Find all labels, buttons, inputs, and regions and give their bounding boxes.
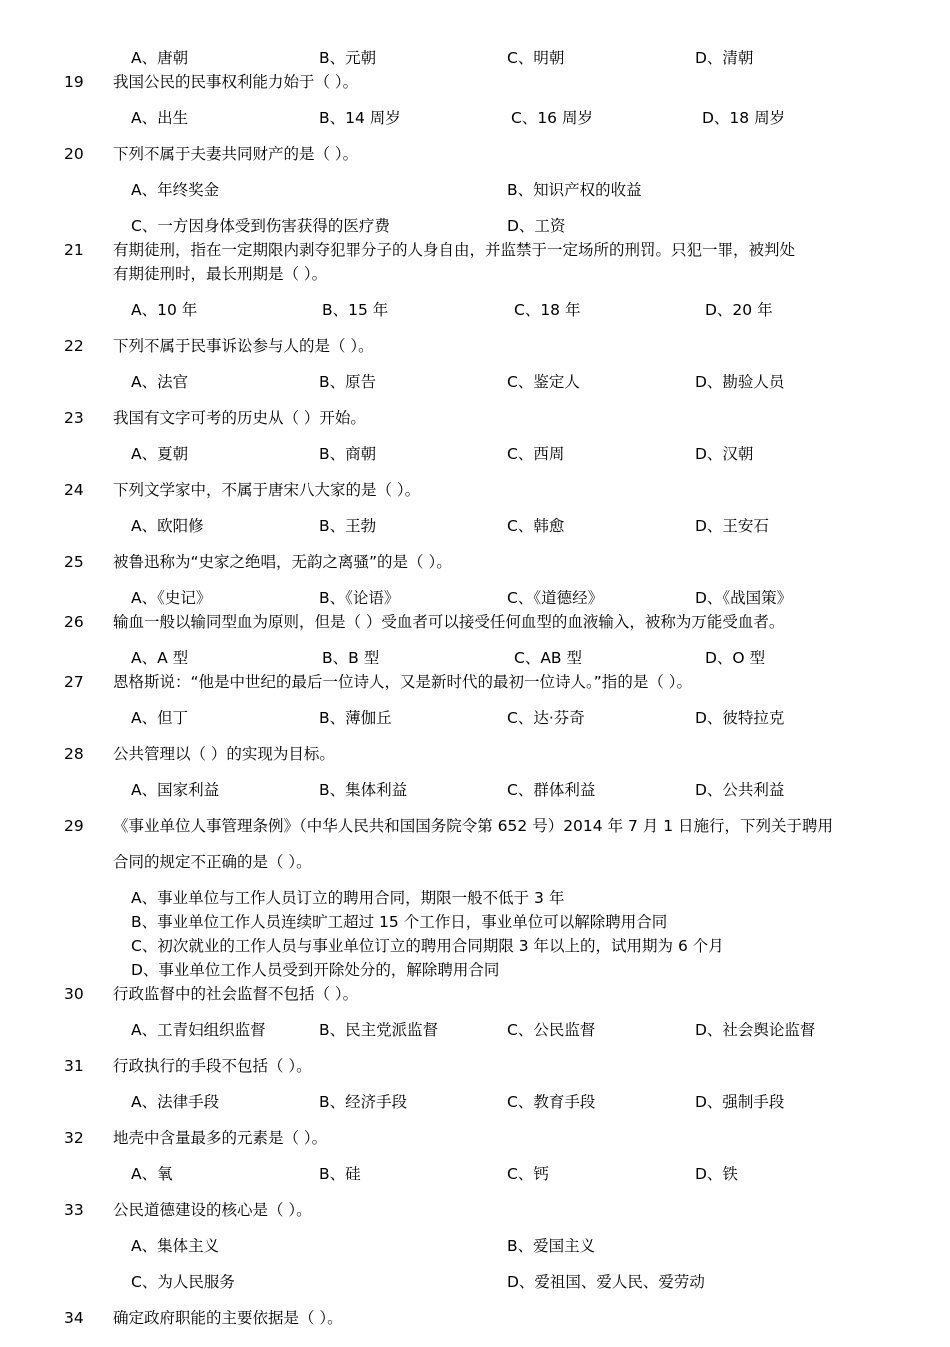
q32-option-a: A、氧: [131, 1165, 173, 1183]
q25-option-d: D、《战国策》: [695, 589, 793, 607]
q29-option-a-line: [0, 886, 950, 910]
q19-option-b: B、14 周岁: [319, 109, 401, 127]
q20-option-d: D、工资: [507, 217, 566, 235]
q22-option-a: A、法官: [131, 373, 189, 391]
q22-option-c: C、鉴定人: [507, 373, 580, 391]
q26-number: 26: [64, 613, 84, 631]
q27-stem-line: [0, 670, 950, 694]
q28-option-b: B、集体利益: [319, 781, 408, 799]
q29-option-c: C、初次就业的工作人员与事业单位订立的聘用合同期限 3 年以上的，试用期为 6 个月: [131, 937, 724, 955]
q19-option-d: D、18 周岁: [702, 109, 786, 127]
q30-option-c: C、公民监督: [507, 1021, 596, 1039]
q29-number: 29: [64, 817, 84, 835]
q22-option-b: B、原告: [319, 373, 377, 391]
q32-stem-line: [0, 1126, 950, 1150]
q26-option-b: B、B 型: [322, 649, 380, 667]
q24-number: 24: [64, 481, 84, 499]
q18-options: [0, 46, 950, 70]
q21-number: 21: [64, 241, 84, 259]
q19-stem-line: [0, 70, 950, 94]
q23-option-d: D、汉朝: [695, 445, 754, 463]
q21-option-a: A、10 年: [131, 301, 198, 319]
q20-option-c: C、一方因身体受到伤害获得的医疗费: [131, 217, 390, 235]
q25-stem-line: [0, 550, 950, 574]
q31-option-c: C、教育手段: [507, 1093, 596, 1111]
q30-option-b: B、民主党派监督: [319, 1021, 439, 1039]
q33-stem: 公民道德建设的核心是（ ）。: [113, 1201, 312, 1219]
q33-option-a: A、集体主义: [131, 1237, 220, 1255]
q32-option-d: D、铁: [695, 1165, 738, 1183]
q23-number: 23: [64, 409, 84, 427]
q26-option-d: D、O 型: [705, 649, 766, 667]
q20-option-a: A、年终奖金: [131, 181, 220, 199]
q27-options: [0, 706, 950, 730]
q20-options-row2: [0, 214, 950, 238]
q22-option-d: D、勘验人员: [695, 373, 785, 391]
q30-stem-line: [0, 982, 950, 1006]
q29-option-a: A、事业单位与工作人员订立的聘用合同，期限一般不低于 3 年: [131, 889, 565, 907]
q30-option-a: A、工青妇组织监督: [131, 1021, 266, 1039]
q27-option-c: C、达·芬奇: [507, 709, 585, 727]
q18-option-d: D、清朝: [695, 49, 754, 67]
q22-number: 22: [64, 337, 84, 355]
q26-option-a: A、A 型: [131, 649, 189, 667]
q24-stem-line: [0, 478, 950, 502]
q23-stem: 我国有文字可考的历史从（ ）开始。: [113, 409, 366, 427]
q31-option-a: A、法律手段: [131, 1093, 220, 1111]
q26-stem-line: [0, 610, 950, 634]
q28-stem: 公共管理以（ ）的实现为目标。: [113, 745, 335, 763]
q30-option-d: D、社会舆论监督: [695, 1021, 816, 1039]
q31-number: 31: [64, 1057, 84, 1075]
q33-options-row1: [0, 1234, 950, 1258]
q29-option-d-line: [0, 958, 950, 982]
q22-stem: 下列不属于民事诉讼参与人的是（ ）。: [113, 337, 374, 355]
q23-options: [0, 442, 950, 466]
q20-stem: 下列不属于夫妻共同财产的是（ ）。: [113, 145, 359, 163]
q21-stem-2: 有期徒刑时，最长刑期是（ ）。: [113, 265, 328, 283]
q33-option-c: C、为人民服务: [131, 1273, 235, 1291]
q28-stem-line: [0, 742, 950, 766]
q19-stem: 我国公民的民事权利能力始于（ ）。: [113, 73, 359, 91]
q21-options: [0, 298, 950, 322]
q25-options: [0, 586, 950, 610]
q19-option-a: A、出生: [131, 109, 189, 127]
q26-option-c: C、AB 型: [514, 649, 582, 667]
q20-number: 20: [64, 145, 84, 163]
q29-stem-2: 合同的规定不正确的是（ ）。: [113, 853, 312, 871]
q32-number: 32: [64, 1129, 84, 1147]
q26-options: [0, 646, 950, 670]
q25-stem: 被鲁迅称为“史家之绝唱，无韵之离骚”的是（ ）。: [113, 553, 452, 571]
q31-option-d: D、强制手段: [695, 1093, 785, 1111]
q28-option-c: C、群体利益: [507, 781, 596, 799]
q29-stem-1: 《事业单位人事管理条例》（中华人民共和国国务院令第 652 号）2014 年 7 月 1 日施行，下列关于聘用: [113, 817, 833, 835]
q27-option-a: A、但丁: [131, 709, 189, 727]
q27-number: 27: [64, 673, 84, 691]
q21-stem-line2: [0, 262, 950, 286]
q32-option-b: B、硅: [319, 1165, 361, 1183]
q27-option-b: B、薄伽丘: [319, 709, 392, 727]
q30-number: 30: [64, 985, 84, 1003]
q20-options-row1: [0, 178, 950, 202]
q24-option-c: C、韩愈: [507, 517, 565, 535]
q24-option-d: D、王安石: [695, 517, 769, 535]
q22-stem-line: [0, 334, 950, 358]
q25-number: 25: [64, 553, 84, 571]
q28-option-d: D、公共利益: [695, 781, 785, 799]
q24-option-a: A、欧阳修: [131, 517, 204, 535]
q21-option-d: D、20 年: [705, 301, 773, 319]
q29-stem-line2: [0, 850, 950, 874]
q34-number: 34: [64, 1309, 84, 1327]
q28-options: [0, 778, 950, 802]
q33-option-d: D、爱祖国、爱人民、爱劳动: [507, 1273, 705, 1291]
q23-option-a: A、夏朝: [131, 445, 189, 463]
q27-option-d: D、彼特拉克: [695, 709, 785, 727]
q25-option-a: A、《史记》: [131, 589, 212, 607]
q31-option-b: B、经济手段: [319, 1093, 408, 1111]
q31-stem-line: [0, 1054, 950, 1078]
q24-options: [0, 514, 950, 538]
q29-option-b-line: [0, 910, 950, 934]
q24-stem: 下列文学家中，不属于唐宋八大家的是（ ）。: [113, 481, 421, 499]
q29-option-d: D、事业单位工作人员受到开除处分的，解除聘用合同: [131, 961, 500, 979]
q32-options: [0, 1162, 950, 1186]
q34-stem-line: [0, 1306, 950, 1330]
q18-option-b: B、元朝: [319, 49, 377, 67]
q28-number: 28: [64, 745, 84, 763]
q28-option-a: A、国家利益: [131, 781, 220, 799]
q21-stem-1: 有期徒刑，指在一定期限内剥夺犯罪分子的人身自由，并监禁于一定场所的刑罚。只犯一罪，被判处: [113, 241, 796, 259]
q19-options: [0, 106, 950, 130]
q25-option-b: B、《论语》: [319, 589, 400, 607]
q24-option-b: B、王勃: [319, 517, 377, 535]
q34-stem: 确定政府职能的主要依据是（ ）。: [113, 1309, 343, 1327]
q25-option-c: C、《道德经》: [507, 589, 604, 607]
q30-options: [0, 1018, 950, 1042]
q23-option-c: C、西周: [507, 445, 565, 463]
q32-option-c: C、钙: [507, 1165, 549, 1183]
q20-option-b: B、知识产权的收益: [507, 181, 642, 199]
q33-option-b: B、爱国主义: [507, 1237, 596, 1255]
q19-number: 19: [64, 73, 84, 91]
q29-option-b: B、事业单位工作人员连续旷工超过 15 个工作日，事业单位可以解除聘用合同: [131, 913, 668, 931]
q23-option-b: B、商朝: [319, 445, 377, 463]
q21-option-b: B、15 年: [322, 301, 389, 319]
q23-stem-line: [0, 406, 950, 430]
q33-number: 33: [64, 1201, 84, 1219]
q31-options: [0, 1090, 950, 1114]
q33-options-row2: [0, 1270, 950, 1294]
q31-stem: 行政执行的手段不包括（ ）。: [113, 1057, 312, 1075]
q32-stem: 地壳中含量最多的元素是（ ）。: [113, 1129, 328, 1147]
q21-option-c: C、18 年: [514, 301, 581, 319]
q19-option-c: C、16 周岁: [511, 109, 593, 127]
q20-stem-line: [0, 142, 950, 166]
q22-options: [0, 370, 950, 394]
q18-option-c: C、明朝: [507, 49, 565, 67]
q29-stem-line1: [0, 814, 950, 838]
q30-stem: 行政监督中的社会监督不包括（ ）。: [113, 985, 359, 1003]
q29-option-c-line: [0, 934, 950, 958]
q21-stem-line1: [0, 238, 950, 262]
q33-stem-line: [0, 1198, 950, 1222]
q26-stem: 输血一般以输同型血为原则，但是（ ）受血者可以接受任何血型的血液输入，被称为万能受血者。: [113, 613, 785, 631]
q18-option-a: A、唐朝: [131, 49, 189, 67]
q27-stem: 恩格斯说：“他是中世纪的最后一位诗人，又是新时代的最初一位诗人。”指的是（ ）。: [113, 673, 692, 691]
